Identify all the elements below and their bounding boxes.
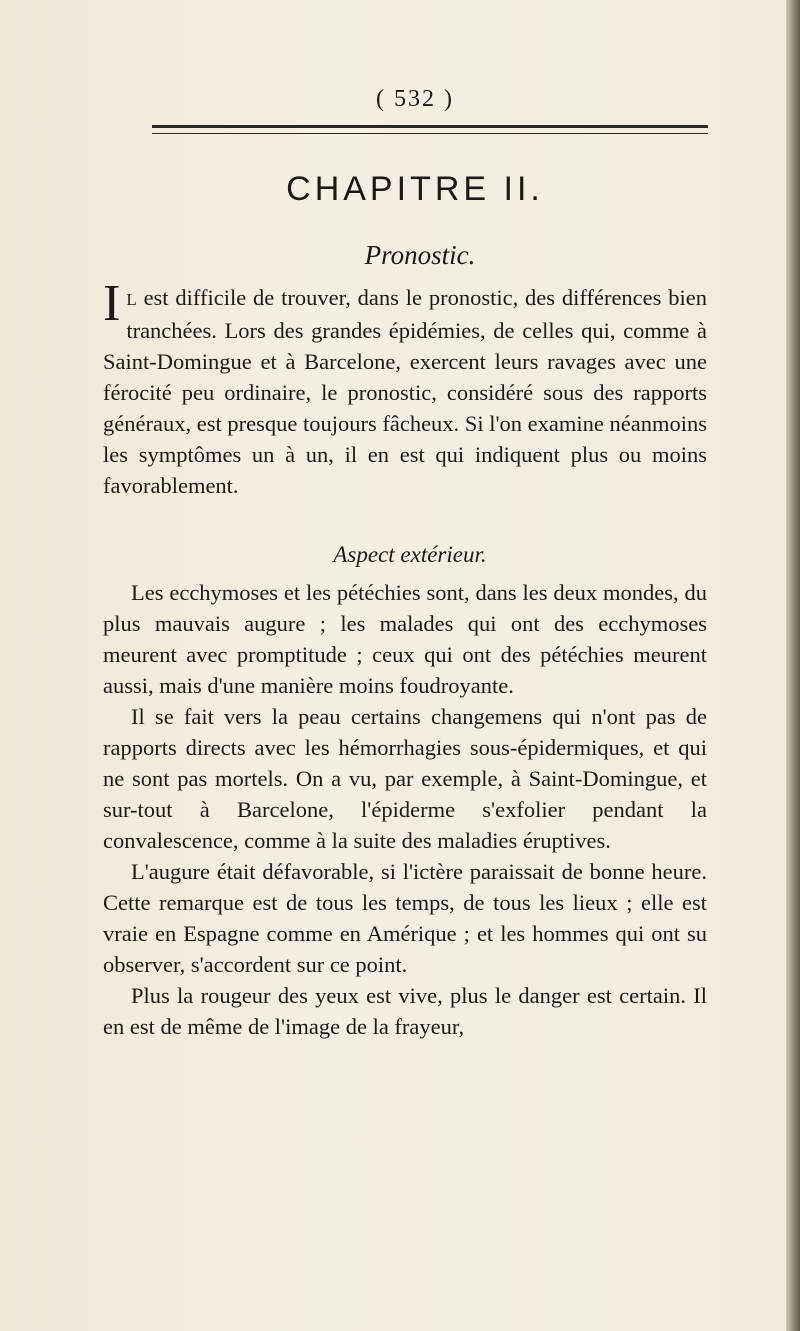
page-number: ( 532 ) [376, 86, 454, 112]
header-rule [152, 125, 708, 128]
section-body [103, 577, 707, 1042]
paragraph: Les ecchymoses et les pétéchies sont, dans les deux mondes, du plus mauvais augure ; les malades qui ont des ecchymoses meurent avec promptitude ; ceux qui ont des pétéchies meurent aussi, mais d'une manière moins foudroyante. [103, 580, 707, 698]
intro-paragraph [103, 275, 707, 501]
paragraph: Plus la rougeur des yeux est vive, plus le danger est certain. Il en est de même de l'image de la frayeur, [103, 983, 707, 1039]
page-edge-shadow [786, 0, 800, 1331]
chapter-title: CHAPITRE II. [286, 170, 544, 208]
drop-cap: I [103, 275, 121, 332]
small-caps-letter: L [126, 290, 137, 309]
section-heading: Aspect extérieur. [333, 542, 487, 567]
paragraph: Il se fait vers la peau certains changemens qui n'ont pas de rapports directs avec les hémorrhagies sous-épidermiques, et qui ne sont pas mortels. On a vu, par exemple, à Saint-Domingue, et sur-tout à Barcelone, l'épiderme s'exfolier pendant la convalescence, comme à la suite des maladies éruptives. [103, 704, 707, 853]
intro-text: est difficile de trouver, dans le pronostic, des différences bien tranchées. Lors des grandes épidémies, de celles qui, comme à Saint-Domingue et à Barcelone, exercent leurs ravages avec une férocité peu ordinaire, le pronostic, considéré sous des rapports généraux, est presque toujours fâcheux. Si l'on examine néanmoins les symptômes un à un, il en est qui indiquent plus ou moins favorablement. [103, 285, 707, 498]
paragraph: L'augure était défavorable, si l'ictère paraissait de bonne heure. Cette remarque est de tous les temps, de tous les lieux ; elle est vraie en Espagne comme en Amérique ; et les hommes qui ont su observer, s'accordent sur ce point. [103, 859, 707, 977]
chapter-subtitle: Pronostic. [364, 240, 476, 270]
header-rule-thin [152, 133, 708, 134]
